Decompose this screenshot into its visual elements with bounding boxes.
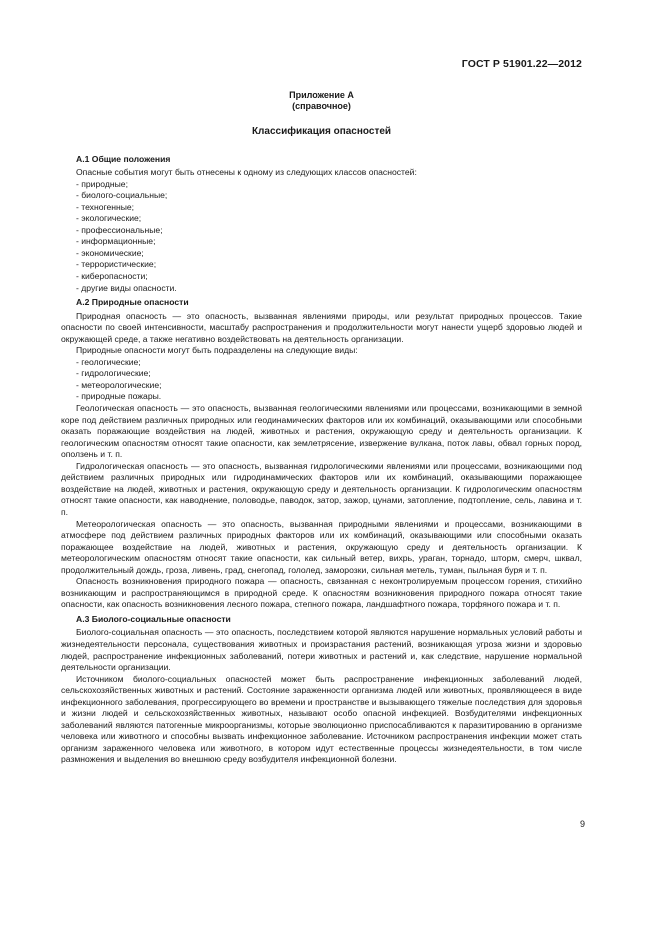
list-item: - другие виды опасности. (61, 283, 582, 295)
paragraph: Источником биолого-социальных опасностей может быть распространение инфекционных заболеваний людей, сельскохозяйственных животных и растений. Состояние зараженности организма людей или животных, проявляющееся в виде инфекционного заболевания, прогрессирующего во времени и пространстве и вызывающего тяжелые последствия для здоровья и жизни людей и сельскохозяйственных животных, называют особо опасной инфекцией. Возбудителями инфекционных заболеваний являются патогенные микроорганизмы, которые эволюционно приспосабливаются к паразитированию в организме человека или животного и способны вызвать инфекционное заболевание. Источником распространения инфекции может стать организм зараженного человека или животного, в котором идут естественные процессы жизнедеятельности, в том числе размножения и выделения во внешнюю среду возбудителя инфекционной болезни. (61, 673, 582, 765)
hazard-classes-list (61, 179, 582, 294)
section-heading-a3: А.3 Биолого-социальные опасности (76, 613, 231, 624)
list-item: - природные; (61, 179, 582, 191)
list-item: - гидрологические; (61, 368, 582, 380)
list-item: - геологические; (61, 357, 582, 369)
list-item: - экономические; (61, 248, 582, 260)
paragraph: Гидрологическая опасность — это опасность, вызванная гидрологическими явлениями или процессами, возникающими под действием различных природных или гидродинамических факторов или их комбинаций, оказывающими поражающее воздействие на людей, животных и растения, окружающую среду и деятельность организации. К гидрологическим опасностям относят такие опасности, как наводнение, половодье, паводок, затор, зажор, цунами, затопление, подтопление, сель, лавина и т. п. (61, 460, 582, 517)
natural-hazards-list (61, 357, 582, 403)
appendix-subtitle: (справочное) (292, 101, 351, 111)
list-item: - природные пожары. (61, 391, 582, 403)
page-content (61, 90, 582, 766)
paragraph: Опасные события могут быть отнесены к одному из следующих классов опасностей: (76, 167, 417, 178)
list-item: - профессиональные; (61, 225, 582, 237)
list-item: - экологические; (61, 213, 582, 225)
section-heading-a1: А.1 Общие положения (76, 153, 171, 164)
paragraph: Геологическая опасность — это опасность, вызванная геологическими явлениями или процессами, возникающими в земной коре под действием различных природных или геодинамических факторов или их комбинаций, оказывающими или способными оказать поражающие воздействия на людей, животных и растения, окружающую среду и деятельность организации. К геологическим опасностям относят такие опасности, как землетрясение, извержение вулкана, поток лавы, обвал горных пород, оползень и т. п. (61, 403, 582, 460)
section-heading-a2: А.2 Природные опасности (76, 297, 189, 308)
paragraph: Биолого-социальная опасность — это опасность, последствием которой являются нарушение нормальных условий работы и жизнедеятельности персонала, существования животных и произрастания растений, возникающая угроза жизни и здоровью людей, распространение инфекционных заболеваний, потери животных и растений и, как следствие, нарушение нормальной деятельности организации. (61, 627, 582, 673)
paragraph: Природная опасность — это опасность, вызванная явлениями природы, или результат природных процессов. Такие опасности по своей интенсивности, масштабу распространения и продолжительности могут нанести ущерб здоровью людей и окружающей среде, а также негативно воздействовать на деятельность организации. (61, 310, 582, 344)
paragraph: Опасность возникновения природного пожара — опасность, связанная с неконтролируемым процессом горения, стихийно возникающим и распространяющимся в природной среде. К опасностям возникновения природного пожара относят такие опасности, как опасность возникновения лесного пожара, степного пожара, ландшафтного пожара, торфяного пожара и т. п. (61, 576, 582, 610)
list-item: - метеорологические; (61, 380, 582, 392)
list-item: - террористические; (61, 259, 582, 271)
paragraph: Природные опасности могут быть подразделены на следующие виды: (76, 345, 358, 356)
document-code: ГОСТ Р 51901.22—2012 (461, 58, 582, 70)
list-item: - техногенные; (61, 202, 582, 214)
list-item: - киберопасности; (61, 271, 582, 283)
main-title: Классификация опасностей (251, 126, 392, 137)
page-number: 9 (579, 819, 585, 829)
appendix-title: Приложение А (289, 90, 354, 100)
list-item: - информационные; (61, 236, 582, 248)
list-item: - биолого-социальные; (61, 190, 582, 202)
paragraph: Метеорологическая опасность — это опасность, вызванная природными явлениями и процессами, возникающими в атмосфере под действием различных природных факторов или их комбинаций, оказывающими или способными оказать поражающее воздействие на людей, животных и растения, окружающую среду и деятельность организации. К метеорологическим опасностям относят такие опасности, как сильный ветер, вихрь, ураган, торнадо, шторм, смерч, шквал, продолжительный дождь, гроза, ливень, град, снегопад, гололед, заморозки, сильная метель, туман, пыльная буря и т. п. (61, 518, 582, 575)
